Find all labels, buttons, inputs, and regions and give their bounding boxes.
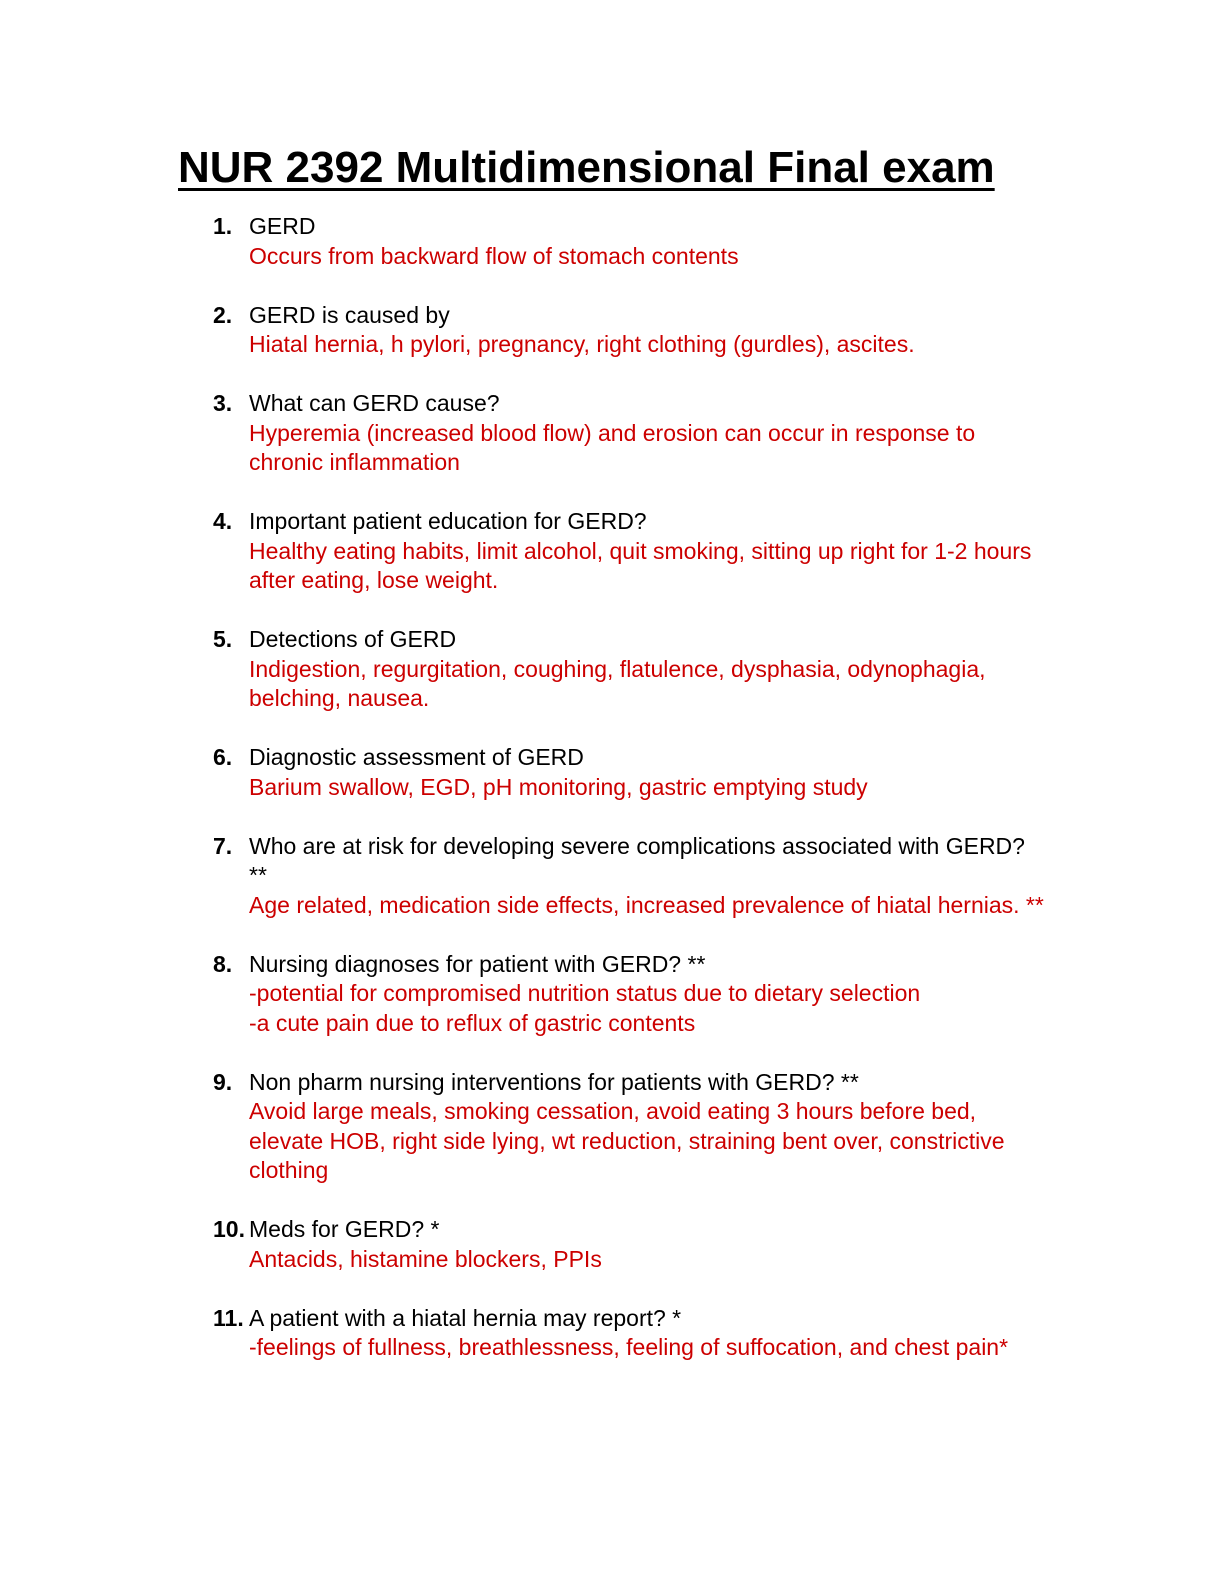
answer-text: Healthy eating habits, limit alcohol, quit smoking, sitting up right for 1-2 hours after eating, lose weight. [249,537,1032,593]
question-list [0,212,1224,1392]
question-text: Non pharm nursing interventions for patients with GERD? ** [249,1068,859,1095]
item-number: 3. [213,390,233,416]
answer-text: -feelings of fullness, breathlessness, feeling of suffocation, and chest pain* [249,1334,1009,1360]
item-number: 5. [213,626,233,652]
item-number: 4. [213,508,233,534]
question-text: A patient with a hiatal hernia may report? * [249,1304,682,1331]
list-item [0,507,1049,596]
list-item [0,389,1049,478]
item-number: 10. [213,1216,245,1242]
list-item [0,301,1049,360]
answer-text: Age related, medication side effects, increased prevalence of hiatal hernias. ** [249,891,1044,918]
item-number: 8. [213,950,233,977]
question-text: Nursing diagnoses for patient with GERD? ** [249,950,706,977]
item-number: 1. [213,213,233,239]
answer-text: Hyperemia (increased blood flow) and erosion can occur in response to chronic inflammation [249,419,976,475]
question-text: Important patient education for GERD? [249,508,647,534]
answer-text: -a cute pain due to reflux of gastric contents [249,1009,696,1036]
answer-text: Hiatal hernia, h pylori, pregnancy, right clothing (gurdles), ascites. [249,331,915,357]
item-number: 2. [213,301,233,328]
answer-text: Indigestion, regurgitation, coughing, flatulence, dysphasia, odynophagia, belching, nausea. [249,655,986,711]
item-number: 9. [213,1068,233,1095]
question-text: GERD [249,213,316,239]
list-item [0,832,1049,921]
list-item [0,743,1049,802]
question-text: Detections of GERD [249,626,457,652]
item-number: 6. [213,744,233,770]
answer-text: Barium swallow, EGD, pH monitoring, gastric emptying study [249,773,868,800]
document-title: NUR 2392 Multidimensional Final exam [178,143,995,192]
question-text: What can GERD cause? [249,390,500,416]
item-number: 7. [213,832,233,859]
list-item [0,950,1049,1039]
answer-text: Antacids, histamine blockers, PPIs [249,1245,602,1272]
list-item [0,212,1049,271]
answer-text: Occurs from backward flow of stomach contents [249,242,739,269]
question-text: GERD is caused by [249,301,450,328]
answer-text: Avoid large meals, smoking cessation, avoid eating 3 hours before bed, elevate HOB, right side lying, wt reduction, straining bent over, constrictive clothing [249,1098,1005,1183]
list-item [0,625,1049,714]
question-text: Who are at risk for developing severe complications associated with GERD? ** [249,832,1025,888]
question-text: Meds for GERD? * [249,1216,440,1242]
item-number: 11. [213,1304,244,1331]
question-text: Diagnostic assessment of GERD [249,744,584,770]
list-item [0,1304,1049,1363]
list-item [0,1215,1049,1274]
answer-text: -potential for compromised nutrition status due to dietary selection [249,980,921,1006]
list-item [0,1068,1049,1186]
